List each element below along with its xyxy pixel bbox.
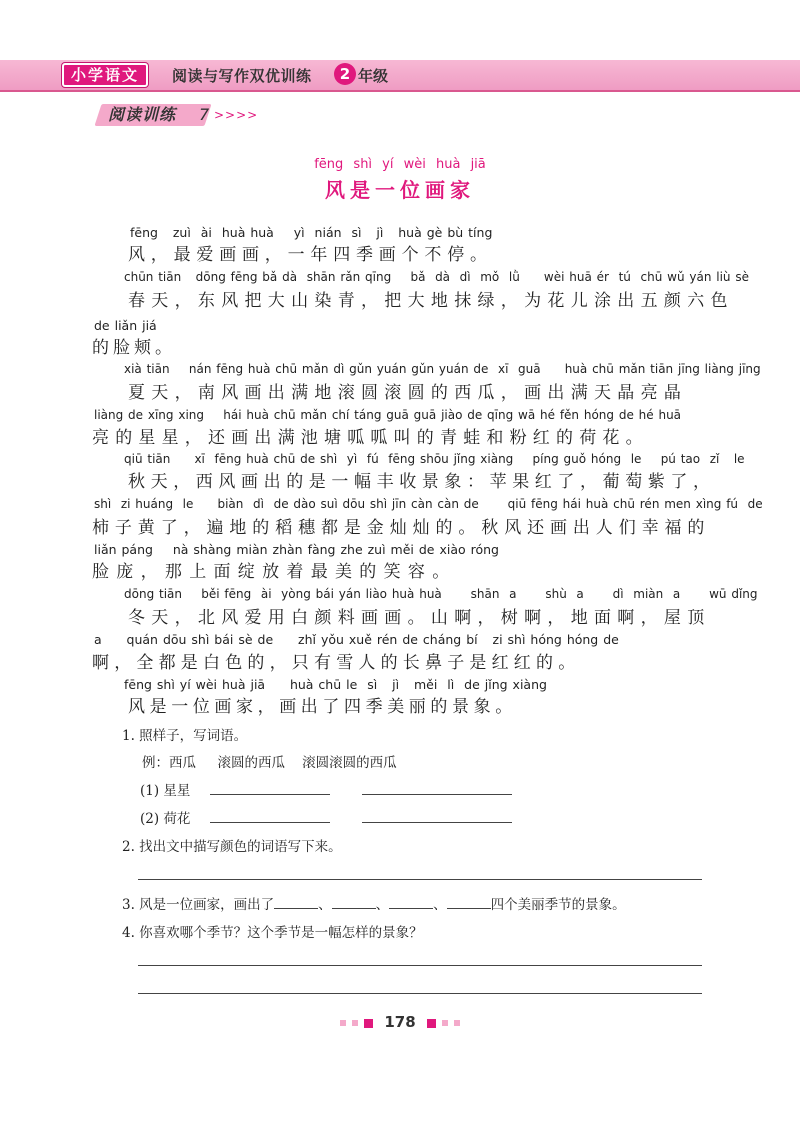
story-text-line: 冬天，北风爱用白颜料画画。山啊，树啊，地面啊，屋顶 (128, 608, 711, 628)
question-1-item-a: (1) 星星 (140, 783, 191, 799)
story-text-line: 风是一位画家，画出了四季美丽的景象。 (128, 697, 517, 717)
question-2: 2. 找出文中描写颜色的词语写下来。 (122, 839, 342, 855)
story-pinyin-line: a quán dōu shì bái sè de zhǐ yǒu xuě rén de cháng bí zi shì hóng hóng de (94, 632, 619, 647)
story-text-line: 秋天，西风画出的是一幅丰收景象：苹果红了，葡萄紫了， (128, 472, 716, 492)
story-pinyin-line: de liǎn jiá (94, 318, 157, 333)
section-label: 阅读训练 (108, 105, 177, 124)
story-pinyin-line: xià tiān nán fēng huà chū mǎn dì gǔn yuán gǔn yuán de xī guā huà chū mǎn tiān jīng liàng jīng (124, 362, 761, 376)
story-text-line: 亮的星星，还画出满池塘呱呱叫的青蛙和粉红的荷花。 (92, 428, 649, 448)
decor-square (352, 1020, 358, 1026)
grade-label: 年级 (358, 67, 389, 85)
story-pinyin-line: fēng shì yí wèi huà jiā huà chū le sì jì měi lì de jǐng xiàng (124, 677, 547, 692)
story-pinyin-line: qiū tiān xī fēng huà chū de shì yì fú fēng shōu jǐng xiàng píng guǒ hóng le pú tao zǐ le (124, 452, 745, 466)
story-text-line: 风，最爱画画，一年四季画个不停。 (128, 245, 493, 265)
section-arrows: >>>> (214, 108, 259, 122)
decor-square (454, 1020, 460, 1026)
answer-line[interactable] (210, 794, 330, 795)
story-text-line: 脸庞，那上面绽放着最美的笑容。 (92, 562, 457, 582)
story-text-line: 啊，全都是白色的，只有雪人的长鼻子是红红的。 (92, 653, 581, 673)
decor-square (364, 1019, 373, 1028)
question-3: 3. 风是一位画家，画出了 、 、 、 四个美丽季节的景象。 (122, 897, 626, 913)
question-1-item-b: (2) 荷花 (140, 811, 191, 827)
answer-line[interactable] (362, 794, 512, 795)
section-number: 7 (199, 105, 210, 124)
story-pinyin-line: chūn tiān dōng fēng bǎ dà shān rǎn qīng bǎ dà dì mǒ lǜ wèi huā ér tú chū wǔ yán liù sè (124, 270, 749, 284)
question-1: 1. 照样子，写词语。 (122, 728, 248, 744)
answer-line[interactable] (138, 993, 702, 994)
answer-line[interactable] (362, 822, 512, 823)
title-pinyin: fēng shì yí wèi huà jiā (314, 157, 486, 172)
story-text-line: 春天，东风把大山染青，把大地抹绿，为花儿涂出五颜六色 (128, 291, 734, 311)
answer-line[interactable] (138, 965, 702, 966)
story-pinyin-line: dōng tiān běi fēng ài yòng bái yán liào huà huà shān a shù a dì miàn a wū dǐng (124, 587, 758, 601)
header-divider (0, 90, 800, 92)
subject-badge: 小学语文 (62, 63, 148, 87)
question-4: 4. 你喜欢哪个季节？这个季节是一幅怎样的景象？ (122, 925, 423, 941)
story-pinyin-line: shì zi huáng le biàn dì de dào suì dōu shì jīn càn càn de qiū fēng hái huà chū rén men xìng fú de (94, 497, 763, 511)
story-pinyin-line: liǎn páng nà shàng miàn zhàn fàng zhe zuì měi de xiào róng (94, 542, 499, 557)
question-1-example: 例：西瓜 滚圆的西瓜 滚圆滚圆的西瓜 (142, 755, 397, 771)
grade-number: 2 (334, 63, 356, 85)
story-text-line: 夏天，南风画出满地滚圆滚圆的西瓜，画出满天晶亮晶 (128, 383, 688, 403)
story-text-line: 柿子黄了，遍地的稻穗都是金灿灿的。秋风还画出人们幸福的 (92, 518, 711, 538)
story-text-line: 的脸颊。 (92, 338, 176, 358)
decor-square (340, 1020, 346, 1026)
decor-square (427, 1019, 436, 1028)
page-number: 178 (384, 1013, 416, 1031)
page-footer (0, 1013, 800, 1031)
answer-line[interactable] (138, 879, 702, 880)
decor-square (442, 1020, 448, 1026)
answer-line[interactable] (210, 822, 330, 823)
book-subtitle: 阅读与写作双优训练 (172, 67, 312, 85)
story-pinyin-line: liàng de xīng xing hái huà chū mǎn chí táng guā guā jiào de qīng wā hé fěn hóng de hé huā (94, 408, 682, 422)
page-title: 风是一位画家 (325, 178, 475, 202)
story-pinyin-line: fēng zuì ài huà huà yì nián sì jì huà gè bù tíng (130, 225, 493, 240)
